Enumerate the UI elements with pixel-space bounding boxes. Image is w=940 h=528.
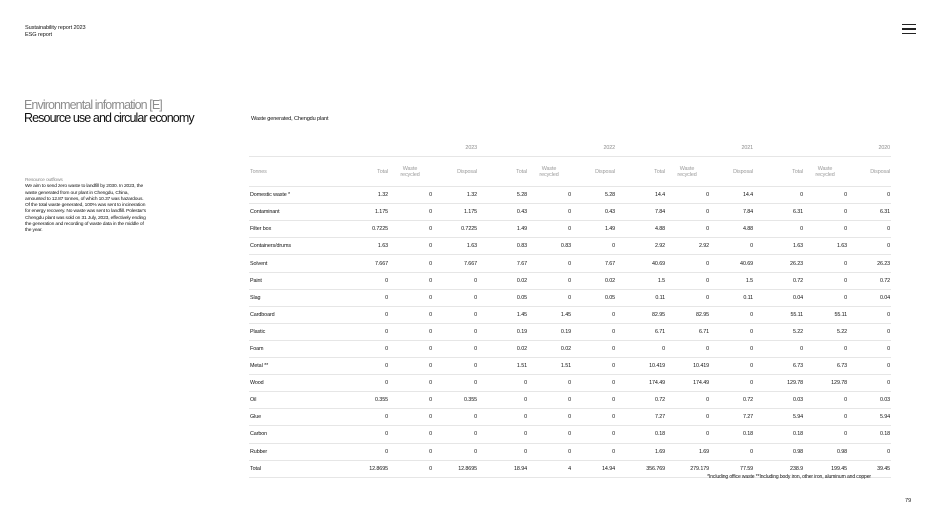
table-cell: 0 — [527, 272, 571, 289]
table-cell: 4.88 — [709, 221, 753, 238]
table-cell: 0 — [847, 306, 891, 323]
table-cell: 0 — [709, 238, 753, 255]
sidebar-body: We aim to send zero waste to landfill by 2030. In 2023, the waste generated from our plant in Chengdu, China, amounted to 12.87 tonnes, of which 10.37 was hazardous. Of the total waste generated, 100% was sent to incineration for energy recovery. No waste was sent to landfill. Polestar's Chengdu plant was sold on 31 July, 2023, effectively ending the generation and recording of waste data in the middle of the year. — [25, 184, 146, 234]
table-cell: 77.59 — [709, 460, 753, 477]
col-header-recycled-line2: recycled — [815, 171, 835, 178]
table-row — [249, 426, 891, 443]
table-cell: 1.175 — [432, 204, 477, 221]
table-cell: 0 — [527, 221, 571, 238]
table-cell: 0 — [803, 187, 847, 204]
table-cell: 14.94 — [571, 460, 615, 477]
table-row — [249, 306, 891, 323]
unit-label: Tonnes — [249, 157, 344, 187]
table-cell: 0.72 — [709, 392, 753, 409]
col-header-total: Total — [759, 157, 803, 187]
table-cell: 0 — [803, 392, 847, 409]
table-cell: 18.94 — [483, 460, 527, 477]
table-cell: 2.92 — [665, 238, 709, 255]
table-cell: 0.18 — [847, 426, 891, 443]
table-cell: 0 — [527, 426, 571, 443]
table-cell: 14.4 — [621, 187, 665, 204]
table-cell: 0.11 — [621, 289, 665, 306]
table-cell: 26.23 — [847, 255, 891, 272]
table-cell: 0 — [665, 340, 709, 357]
table-row — [249, 443, 891, 460]
row-label: Containers/drums — [249, 238, 344, 255]
table-cell: 5.94 — [847, 409, 891, 426]
table-cell: 0 — [803, 221, 847, 238]
table-cell: 5.28 — [483, 187, 527, 204]
menu-icon-bar — [902, 24, 916, 25]
col-header-total: Total — [621, 157, 665, 187]
year-header: 2022 — [483, 140, 615, 157]
table-cell: 7.84 — [621, 204, 665, 221]
table-cell: 1.69 — [621, 443, 665, 460]
table-cell: 0 — [432, 272, 477, 289]
table-cell: 0 — [527, 375, 571, 392]
table-row — [249, 221, 891, 238]
table-cell: 0 — [527, 392, 571, 409]
sidebar-text — [25, 178, 149, 235]
table-cell: 1.63 — [759, 238, 803, 255]
table-cell: 0.02 — [527, 340, 571, 357]
table-cell: 0 — [803, 426, 847, 443]
table-cell: 1.32 — [432, 187, 477, 204]
table-cell: 0 — [388, 204, 432, 221]
table-cell: 0 — [571, 409, 615, 426]
table-cell: 40.69 — [709, 255, 753, 272]
table-row — [249, 204, 891, 221]
year-header-spacer — [249, 140, 344, 157]
col-header-recycled-line2: recycled — [400, 171, 420, 178]
table-cell: 55.11 — [759, 306, 803, 323]
table-cell: 0 — [709, 358, 753, 375]
table-cell: 12.8695 — [432, 460, 477, 477]
table-cell: 0.355 — [344, 392, 388, 409]
table-cell: 0 — [432, 340, 477, 357]
row-label: Metal ** — [249, 358, 344, 375]
table-cell: 1.51 — [527, 358, 571, 375]
table-cell: 6.73 — [803, 358, 847, 375]
table-cell: 0 — [388, 409, 432, 426]
table-cell: 0.7225 — [432, 221, 477, 238]
table-cell: 2.92 — [621, 238, 665, 255]
table-row — [249, 392, 891, 409]
table-cell: 0 — [432, 426, 477, 443]
table-cell: 40.69 — [621, 255, 665, 272]
table-cell: 7.667 — [432, 255, 477, 272]
table-cell: 279.179 — [665, 460, 709, 477]
table-cell: 0 — [432, 306, 477, 323]
table-cell: 0 — [847, 358, 891, 375]
table-cell: 7.67 — [571, 255, 615, 272]
table-cell: 0 — [432, 443, 477, 460]
table-cell: 0 — [388, 340, 432, 357]
table-cell: 0 — [665, 426, 709, 443]
table-cell: 0 — [759, 221, 803, 238]
table-cell: 7.667 — [344, 255, 388, 272]
row-label: Cardboard — [249, 306, 344, 323]
report-header — [25, 25, 86, 39]
table-cell: 0 — [847, 340, 891, 357]
col-header-disposal: Disposal — [847, 157, 891, 187]
menu-icon-bar — [902, 33, 916, 34]
menu-icon[interactable] — [902, 24, 916, 34]
table-cell: 1.5 — [709, 272, 753, 289]
col-header-recycled — [665, 157, 709, 187]
table-cell: 6.73 — [759, 358, 803, 375]
table-cell: 1.5 — [621, 272, 665, 289]
col-header-recycled-line1: Waste — [679, 165, 695, 172]
col-header-disposal: Disposal — [432, 157, 477, 187]
table-cell: 0 — [388, 289, 432, 306]
year-header: 2023 — [344, 140, 477, 157]
table-cell: 1.45 — [527, 306, 571, 323]
table-cell: 0 — [665, 255, 709, 272]
sidebar-heading: Resource outflows — [25, 178, 63, 183]
row-label: Domestic waste * — [249, 187, 344, 204]
table-cell: 0 — [571, 306, 615, 323]
table-cell: 7.27 — [709, 409, 753, 426]
table-cell: 0.05 — [571, 289, 615, 306]
table-cell: 55.11 — [803, 306, 847, 323]
table-cell: 82.95 — [665, 306, 709, 323]
table-cell: 5.94 — [759, 409, 803, 426]
table-cell: 0 — [571, 375, 615, 392]
table-cell: 0 — [803, 272, 847, 289]
table-cell: 1.69 — [665, 443, 709, 460]
table-cell: 0.02 — [571, 272, 615, 289]
col-header-recycled-line2: recycled — [677, 171, 697, 178]
table-row — [249, 187, 891, 204]
table-cell: 0 — [847, 238, 891, 255]
table-cell: 0 — [388, 426, 432, 443]
table-cell: 7.84 — [709, 204, 753, 221]
col-header-total: Total — [483, 157, 527, 187]
table-cell: 0 — [483, 443, 527, 460]
table-cell: 0 — [344, 375, 388, 392]
table-cell: 0 — [344, 340, 388, 357]
table-cell: 12.8695 — [344, 460, 388, 477]
table-cell: 6.71 — [621, 323, 665, 340]
table-cell: 0 — [803, 255, 847, 272]
table-cell: 356.769 — [621, 460, 665, 477]
table-cell: 5.28 — [571, 187, 615, 204]
table-cell: 0 — [847, 187, 891, 204]
table-row — [249, 238, 891, 255]
table-cell: 0 — [388, 238, 432, 255]
table-cell: 0 — [527, 443, 571, 460]
table-cell: 0 — [432, 323, 477, 340]
col-header-recycled-line2: recycled — [539, 171, 559, 178]
table-caption: Waste generated, Chengdu plant — [251, 116, 329, 122]
table-cell: 0 — [483, 426, 527, 443]
table-row — [249, 272, 891, 289]
table-cell: 0.18 — [621, 426, 665, 443]
table-cell: 0 — [527, 289, 571, 306]
table-cell: 0.43 — [571, 204, 615, 221]
table-cell: 0 — [388, 272, 432, 289]
table-row — [249, 409, 891, 426]
row-label: Contaminant — [249, 204, 344, 221]
table-cell: 0 — [344, 443, 388, 460]
table-cell: 0 — [388, 323, 432, 340]
report-subtitle: ESG report — [25, 32, 52, 38]
table-cell: 0 — [759, 187, 803, 204]
table-cell: 0.03 — [759, 392, 803, 409]
section-title-category: Environmental information [E] — [24, 98, 162, 112]
table-row — [249, 340, 891, 357]
table-cell: 0.04 — [847, 289, 891, 306]
table-cell: 0 — [344, 323, 388, 340]
table-cell: 0 — [709, 306, 753, 323]
row-label: Rubber — [249, 443, 344, 460]
table-cell: 0 — [665, 272, 709, 289]
table-cell: 0.355 — [432, 392, 477, 409]
year-header: 2021 — [621, 140, 753, 157]
table-cell: 0 — [483, 392, 527, 409]
row-label: Wood — [249, 375, 344, 392]
row-label: Oil — [249, 392, 344, 409]
row-label: Solvent — [249, 255, 344, 272]
section-title-topic: Resource use and circular economy — [24, 111, 194, 125]
table-cell: 0 — [432, 358, 477, 375]
table-cell: 1.63 — [344, 238, 388, 255]
page-number: 79 — [905, 498, 912, 504]
menu-icon-bar — [902, 28, 916, 29]
table-cell: 0 — [665, 409, 709, 426]
table-cell: 0 — [759, 340, 803, 357]
table-cell: 26.23 — [759, 255, 803, 272]
table-cell: 0 — [803, 409, 847, 426]
table-cell: 0.05 — [483, 289, 527, 306]
table-cell: 0 — [432, 375, 477, 392]
table-cell: 0 — [388, 460, 432, 477]
table-cell: 0 — [344, 358, 388, 375]
table-cell: 0.7225 — [344, 221, 388, 238]
table-cell: 0.43 — [483, 204, 527, 221]
table-cell: 0 — [571, 392, 615, 409]
table-cell: 14.4 — [709, 187, 753, 204]
table-cell: 0 — [665, 392, 709, 409]
table-cell: 0.72 — [847, 272, 891, 289]
table-cell: 0.19 — [527, 323, 571, 340]
table-cell: 0 — [388, 392, 432, 409]
table-cell: 0 — [388, 255, 432, 272]
row-label: Paint — [249, 272, 344, 289]
table-cell: 0 — [847, 443, 891, 460]
table-cell: 0 — [709, 443, 753, 460]
table-cell: 0 — [344, 306, 388, 323]
col-header-recycled-line1: Waste — [817, 165, 833, 172]
table-cell: 0 — [527, 409, 571, 426]
table-cell: 5.22 — [803, 323, 847, 340]
row-label: Plastic — [249, 323, 344, 340]
table-cell: 0 — [665, 204, 709, 221]
table-cell: 5.22 — [759, 323, 803, 340]
col-header-recycled — [388, 157, 432, 187]
table-cell: 0 — [709, 375, 753, 392]
row-label: Filter box — [249, 221, 344, 238]
table-cell: 1.51 — [483, 358, 527, 375]
table-cell: 0.04 — [759, 289, 803, 306]
table-cell: 0.72 — [759, 272, 803, 289]
table-cell: 0 — [344, 409, 388, 426]
table-row — [249, 289, 891, 306]
table-row — [249, 375, 891, 392]
table-cell: 10.419 — [621, 358, 665, 375]
table-cell: 0.18 — [709, 426, 753, 443]
table-cell: 1.32 — [344, 187, 388, 204]
table-cell: 0 — [571, 443, 615, 460]
table-cell: 0 — [665, 289, 709, 306]
table-cell: 1.63 — [432, 238, 477, 255]
table-cell: 0 — [388, 306, 432, 323]
table-cell: 0 — [388, 187, 432, 204]
table-cell: 6.31 — [847, 204, 891, 221]
table-row — [249, 358, 891, 375]
table-cell: 0 — [709, 340, 753, 357]
col-header-recycled-line1: Waste — [402, 165, 418, 172]
table-cell: 0 — [571, 238, 615, 255]
table-cell: 1.63 — [803, 238, 847, 255]
row-label: Carbon — [249, 426, 344, 443]
table-row — [249, 323, 891, 340]
table-cell: 0.98 — [803, 443, 847, 460]
table-cell: 1.175 — [344, 204, 388, 221]
waste-table — [249, 140, 891, 478]
table-cell: 0 — [344, 426, 388, 443]
table-cell: 4.88 — [621, 221, 665, 238]
table-cell: 1.49 — [483, 221, 527, 238]
table-cell: 0.19 — [483, 323, 527, 340]
table-cell: 199.45 — [803, 460, 847, 477]
col-header-recycled — [527, 157, 571, 187]
table-cell: 7.27 — [621, 409, 665, 426]
table-cell: 0 — [621, 340, 665, 357]
table-cell: 0 — [344, 289, 388, 306]
table-cell: 0 — [483, 409, 527, 426]
col-header-disposal: Disposal — [571, 157, 615, 187]
col-header-recycled-line1: Waste — [541, 165, 557, 172]
table-cell: 6.71 — [665, 323, 709, 340]
table-cell: 0 — [847, 375, 891, 392]
table-cell: 0 — [803, 340, 847, 357]
table-cell: 174.49 — [621, 375, 665, 392]
table-cell: 0 — [665, 187, 709, 204]
table-cell: 0 — [709, 323, 753, 340]
table-cell: 0.02 — [483, 272, 527, 289]
table-cell: 0 — [388, 443, 432, 460]
table-cell: 0 — [527, 204, 571, 221]
table-cell: 0 — [388, 221, 432, 238]
table-cell: 0.11 — [709, 289, 753, 306]
table-cell: 39.45 — [847, 460, 891, 477]
table-cell: 129.78 — [803, 375, 847, 392]
row-label: Slag — [249, 289, 344, 306]
table-cell: 0.83 — [527, 238, 571, 255]
col-header-total: Total — [344, 157, 388, 187]
table-cell: 10.419 — [665, 358, 709, 375]
year-header: 2020 — [759, 140, 891, 157]
table-cell: 0 — [388, 358, 432, 375]
col-header-recycled — [803, 157, 847, 187]
report-title: Sustainability report 2023 — [25, 25, 86, 31]
table-cell: 0 — [344, 272, 388, 289]
table-cell: 238.9 — [759, 460, 803, 477]
table-cell: 1.49 — [571, 221, 615, 238]
table-cell: 129.78 — [759, 375, 803, 392]
table-cell: 0.83 — [483, 238, 527, 255]
table-cell: 174.49 — [665, 375, 709, 392]
table-cell: 0.02 — [483, 340, 527, 357]
table-cell: 0.03 — [847, 392, 891, 409]
table-cell: 0 — [527, 187, 571, 204]
table-cell: 0 — [388, 375, 432, 392]
table-cell: 0 — [847, 323, 891, 340]
table-cell: 0 — [571, 358, 615, 375]
row-label: Glue — [249, 409, 344, 426]
table-cell: 0 — [432, 289, 477, 306]
row-label: Total — [249, 460, 344, 477]
table-cell: 0 — [432, 409, 477, 426]
table-cell: 1.45 — [483, 306, 527, 323]
table-cell: 4 — [527, 460, 571, 477]
table-cell: 0.72 — [621, 392, 665, 409]
section-title — [24, 99, 194, 125]
table-cell: 7.67 — [483, 255, 527, 272]
table-cell: 0 — [803, 204, 847, 221]
table-cell: 0 — [483, 375, 527, 392]
row-label: Foam — [249, 340, 344, 357]
table-row — [249, 255, 891, 272]
table-cell: 82.95 — [621, 306, 665, 323]
table-cell: 0.18 — [759, 426, 803, 443]
table-cell: 0 — [571, 340, 615, 357]
table-cell: 0 — [665, 221, 709, 238]
footnote: *Including office waste **Including body iron, other iron, aluminum and copper — [707, 474, 871, 480]
table-cell: 0 — [571, 426, 615, 443]
table-cell: 0 — [803, 289, 847, 306]
table-cell: 6.31 — [759, 204, 803, 221]
col-header-disposal: Disposal — [709, 157, 753, 187]
table-cell: 0 — [571, 323, 615, 340]
table-cell: 0 — [527, 255, 571, 272]
table-cell: 0.98 — [759, 443, 803, 460]
table-cell: 0 — [847, 221, 891, 238]
